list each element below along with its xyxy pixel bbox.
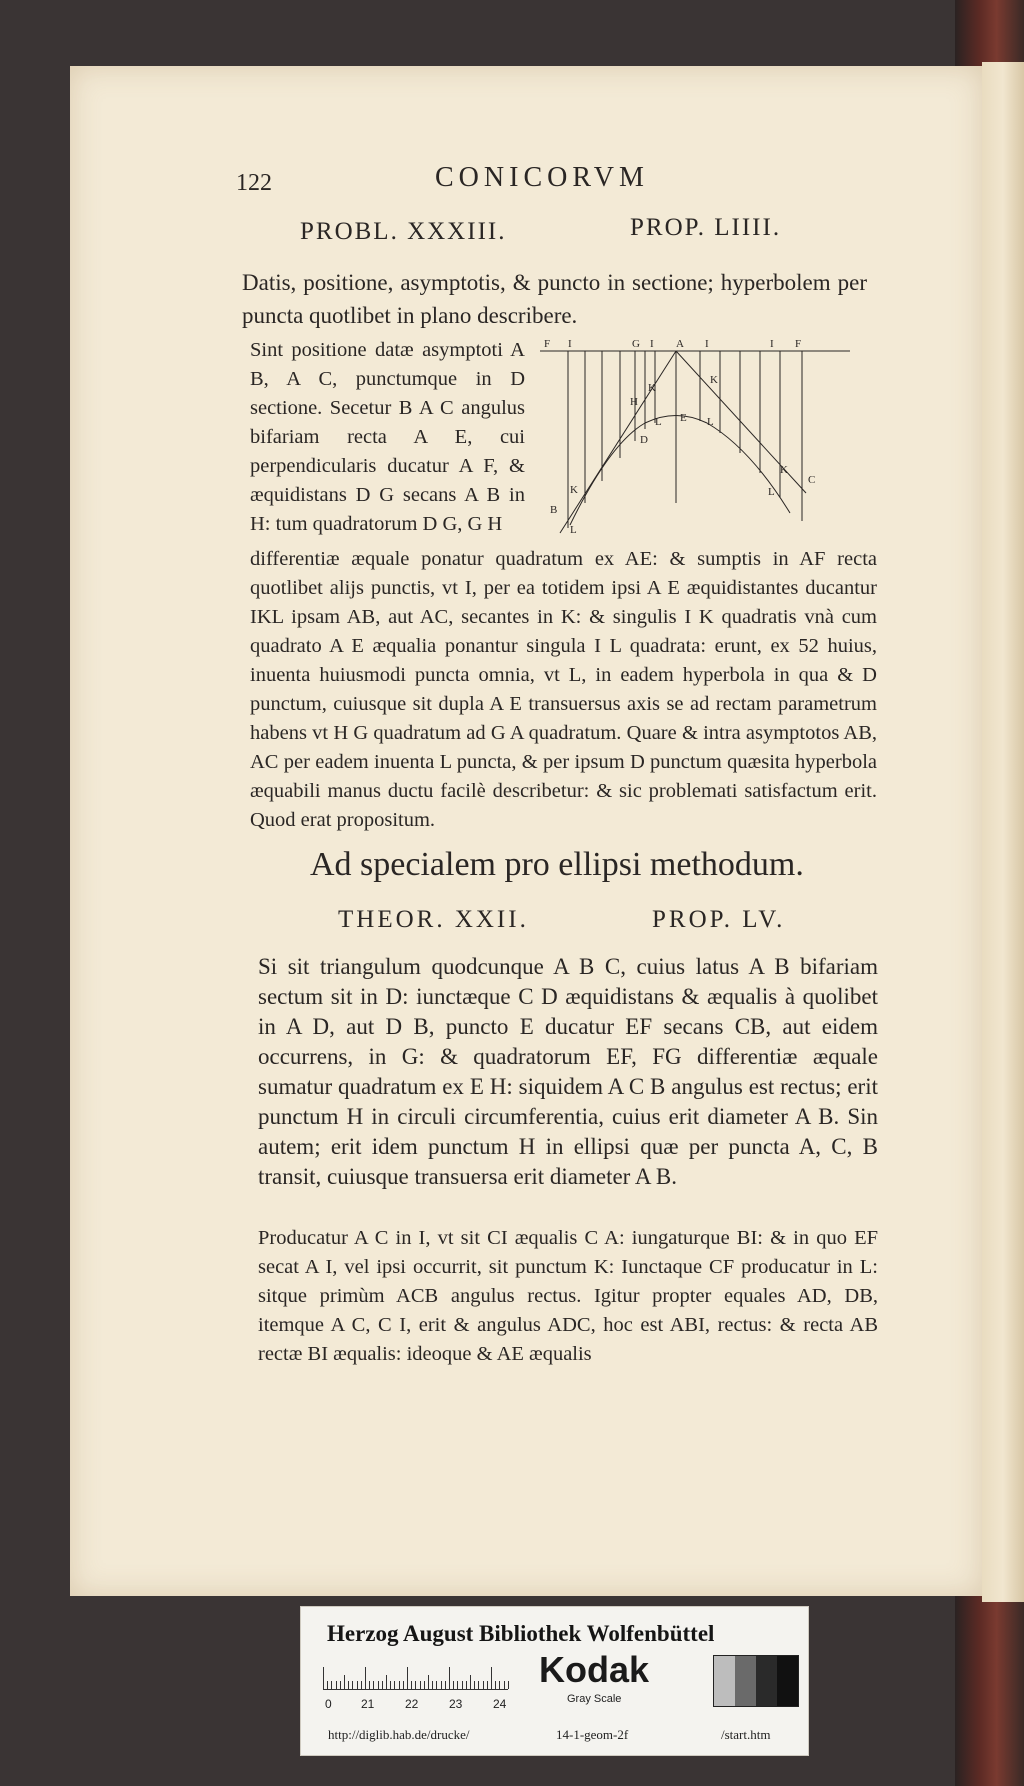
- ruler-tick: [411, 1681, 412, 1689]
- ruler-number: 22: [405, 1697, 419, 1711]
- figure-label: L: [707, 416, 714, 428]
- proposition-label-2: PROP. LV.: [652, 906, 786, 933]
- ruler-tick: [365, 1667, 366, 1689]
- page-number: 122: [236, 170, 272, 196]
- figure-label: I: [650, 338, 654, 350]
- problem-proof-continued: differentiæ æquale ponatur quadratum ex AE: & sumptis in AF recta quotlibet alijs punctis, vt I, per ea totidem ipsi A E æquidistantes ducantur IKL ipsam AB, aut AC, secantes in K: & singulis I K quadratis vnà cum quadrato A E æqualia ponantur singula I L quadrata: erunt, ex 52 huius, inuenta huiusmodi puncta omnia, vt L, in eadem hyperbola in qua & D punctum, cuiusque sit dupla A E transuersus axis se ad rectam parametrum habens vt H G quadratum ad G A quadratum. Quare & intra asymptotos AB, AC per eadem inuenta L puncta, & per ipsum D punctum quæsita hyperbola æquabili manus ductu facilè describetur: & sic problemati satisfactum erit. Quod erat propositum.: [250, 548, 877, 831]
- ruler-tick: [424, 1681, 425, 1689]
- figure-label: B: [550, 504, 558, 516]
- figure-label: F: [795, 338, 802, 350]
- figure-label: K: [570, 484, 578, 496]
- ruler-tick: [331, 1681, 332, 1689]
- figure-hyperbola: [570, 416, 790, 526]
- ruler-tick: [420, 1681, 421, 1689]
- proposition-label: PROP. LIIII.: [630, 214, 782, 241]
- figure-label: E: [680, 412, 687, 424]
- gray-scale-label: Gray Scale: [567, 1693, 622, 1705]
- figure-label: I: [770, 338, 774, 350]
- ruler-tick: [357, 1681, 358, 1689]
- ruler-tick: [436, 1681, 437, 1689]
- figure-label: A: [676, 338, 684, 350]
- ruler-tick: [340, 1681, 341, 1689]
- ruler-number: 23: [449, 1697, 463, 1711]
- ruler-tick: [470, 1675, 471, 1689]
- ruler-tick: [415, 1681, 416, 1689]
- figure-label: K: [648, 382, 656, 394]
- figure-label: I: [705, 338, 709, 350]
- theorem-label: THEOR. XXII.: [338, 906, 529, 933]
- ruler-tick: [445, 1681, 446, 1689]
- gray-swatch: [714, 1656, 735, 1706]
- ruler-tick: [323, 1667, 324, 1689]
- ruler-tick: [327, 1681, 328, 1689]
- figure-label: L: [768, 486, 775, 498]
- next-page-edge: [982, 62, 1024, 1602]
- library-color-card: [300, 1606, 809, 1756]
- ruler-tick: [478, 1681, 479, 1689]
- ruler-tick: [453, 1681, 454, 1689]
- ruler-tick: [399, 1681, 400, 1689]
- ruler-tick: [432, 1681, 433, 1689]
- problem-label: PROBL. XXXIII.: [300, 218, 507, 245]
- ruler-number: 0: [325, 1697, 332, 1711]
- ruler-number: 21: [361, 1697, 375, 1711]
- section-heading: Ad specialem pro ellipsi methodum.: [310, 846, 804, 883]
- ruler-tick: [499, 1681, 500, 1689]
- library-name: Herzog August Bibliothek Wolfenbüttel: [327, 1621, 715, 1646]
- ruler-tick: [382, 1681, 383, 1689]
- ruler-tick: [441, 1681, 442, 1689]
- problem-proof-start: Sint positione datæ asymptoti A B, A C, punctumque in D sectione. Secetur B A C angulus bifariam recta A E, cui perpendicularis ducatur A F, & æquidistans D G secans A B in H: tum quadratorum D G, G H: [250, 339, 525, 535]
- theorem-proof: Producatur A C in I, vt sit CI æqualis C A: iungaturque BI: & in quo EF secat A I, vel ipsi occurrit, sit punctum K: Iunctaque CF producatur in L: sitque primùm ACB angulus rectus. Igitur propter equales AD, DB, itemque A C, C I, erit & angulus ADC, hoc est ABI, rectus: & recta AB rectæ BI æqualis: ideoque & AE æqualis: [258, 1227, 878, 1365]
- figure-asymptote-ab: [560, 351, 676, 533]
- figure-ordinates: [568, 351, 802, 528]
- figure-label: K: [710, 374, 718, 386]
- ruler-tick: [369, 1681, 370, 1689]
- ruler-tick: [344, 1675, 345, 1689]
- figure-label: C: [808, 474, 816, 486]
- ruler-tick: [352, 1681, 353, 1689]
- figure-label: I: [568, 338, 572, 350]
- ruler-tick: [428, 1675, 429, 1689]
- figure-label: K: [780, 464, 788, 476]
- figure-label: H: [630, 396, 638, 408]
- ruler-tick: [508, 1681, 509, 1689]
- ruler-tick: [378, 1681, 379, 1689]
- ruler-tick: [348, 1681, 349, 1689]
- ruler-tick: [457, 1681, 458, 1689]
- ruler-tick: [466, 1681, 467, 1689]
- running-head: CONICORVM: [435, 162, 649, 193]
- gray-swatch: [756, 1656, 777, 1706]
- ruler-tick: [407, 1667, 408, 1689]
- ruler-tick: [373, 1681, 374, 1689]
- gray-swatch: [735, 1656, 756, 1706]
- ruler-tick: [491, 1667, 492, 1689]
- figure-label: G: [632, 338, 640, 350]
- ruler-tick: [361, 1681, 362, 1689]
- gray-scale-strip: [713, 1655, 799, 1707]
- hyperbola-figure: [540, 333, 850, 538]
- ruler-tick: [394, 1681, 395, 1689]
- card-url: http://diglib.hab.de/drucke/: [328, 1727, 470, 1742]
- ruler-tick: [504, 1681, 505, 1689]
- figure-label: L: [570, 524, 577, 536]
- kodak-logo: Kodak: [539, 1649, 650, 1690]
- ruler-tick: [386, 1675, 387, 1689]
- ruler-tick: [449, 1667, 450, 1689]
- ruler-tick: [403, 1681, 404, 1689]
- card-code: 14-1-geom-2f: [556, 1727, 629, 1742]
- ruler-tick: [336, 1681, 337, 1689]
- problem-enunciation: Datis, positione, asymptotis, & puncto in sectione; hyperbolem per puncta quotlibet in plano describere.: [242, 270, 867, 328]
- ruler-number: 24: [493, 1697, 507, 1711]
- ruler-tick: [390, 1681, 391, 1689]
- ruler-tick: [462, 1681, 463, 1689]
- figure-label: L: [655, 416, 662, 428]
- ruler-tick: [474, 1681, 475, 1689]
- theorem-statement: Si sit triangulum quodcunque A B C, cuius latus A B bifariam sectum sit in D: iunctæque C D æquidistans & æqualis à quolibet in A D, aut D B, puncto E ducatur EF secans CB, aut eidem occurrens, in G: & quadratorum EF, FG differentiæ æquale sumatur quadratum ex E H: siquidem A C B angulus est rectus; erit punctum H in circuli circumferentia, cuius erit diameter A B. Sin autem; erit idem punctum H in ellipsi quæ per puncta A, C, B transit, cuiusque transuersa erit diameter A B.: [258, 954, 878, 1189]
- figure-label: F: [544, 338, 551, 350]
- ruler-tick: [483, 1681, 484, 1689]
- gray-swatch: [777, 1656, 798, 1706]
- card-start: /start.htm: [721, 1727, 771, 1742]
- ruler-tick: [495, 1681, 496, 1689]
- ruler-tick: [487, 1681, 488, 1689]
- figure-label: D: [640, 434, 648, 446]
- scale-ruler: [323, 1659, 508, 1690]
